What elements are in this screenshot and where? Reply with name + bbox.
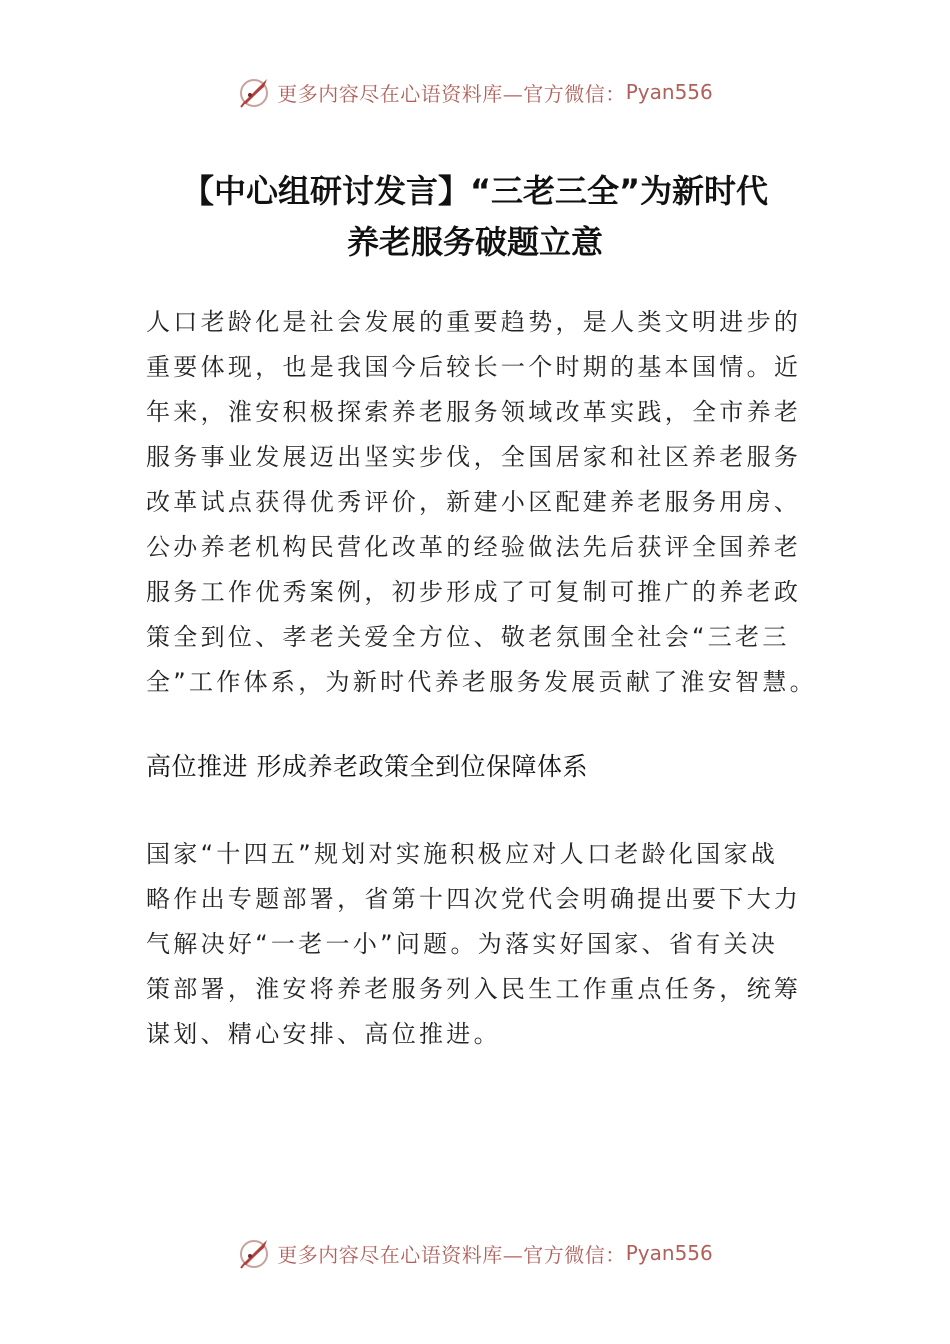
pen-logo-icon (237, 1236, 271, 1270)
watermark-text: 更多内容尽在心语资料库—官方微信： (277, 1242, 626, 1267)
text-line: 策全到位、孝老关爱全方位、敬老氛围全社会“三老三 (146, 623, 790, 651)
text-line: 气解决好“一老一小”问题。为落实好国家、省有关决 (146, 930, 779, 958)
text-line: 服务工作优秀案例，初步形成了可复制可推广的养老政 (146, 578, 802, 606)
page-title-line-1: 【中心组研讨发言】“三老三全”为新时代 (181, 172, 769, 210)
text-line: 重要体现，也是我国今后较长一个时期的基本国情。近 (146, 353, 802, 381)
section-heading: 高位推进 形成养老政策全到位保障体系 (146, 752, 588, 781)
text-line: 全”工作体系，为新时代养老服务发展贡献了淮安智慧。 (146, 668, 817, 696)
watermark-wechat-id: Pyan556 (625, 80, 713, 104)
text-line: 策部署，淮安将养老服务列入民生工作重点任务，统筹 (146, 975, 802, 1003)
text-line: 国家“十四五”规划对实施积极应对人口老龄化国家战 (146, 840, 779, 868)
paragraph-intro (146, 300, 817, 705)
watermark-wechat-id: Pyan556 (625, 1241, 713, 1265)
text-line: 服务事业发展迈出坚实步伐，全国居家和社区养老服务 (146, 443, 802, 471)
text-line: 人口老龄化是社会发展的重要趋势，是人类文明进步的 (146, 308, 802, 336)
text-line: 略作出专题部署，省第十四次党代会明确提出要下大力 (146, 885, 802, 913)
footer-watermark (0, 1233, 950, 1273)
text-line: 公办养老机构民营化改革的经验做法先后获评全国养老 (146, 533, 802, 561)
pen-logo-icon (237, 75, 271, 109)
text-line: 谋划、精心安排、高位推进。 (146, 1020, 501, 1048)
page-title-line-2: 养老服务破题立意 (346, 223, 603, 261)
text-line: 年来，淮安积极探索养老服务领域改革实践，全市养老 (146, 398, 802, 426)
paragraph-policy (146, 832, 806, 1057)
watermark-text: 更多内容尽在心语资料库—官方微信： (277, 81, 626, 106)
header-watermark (0, 72, 950, 112)
text-line: 改革试点获得优秀评价，新建小区配建养老服务用房、 (146, 488, 802, 516)
